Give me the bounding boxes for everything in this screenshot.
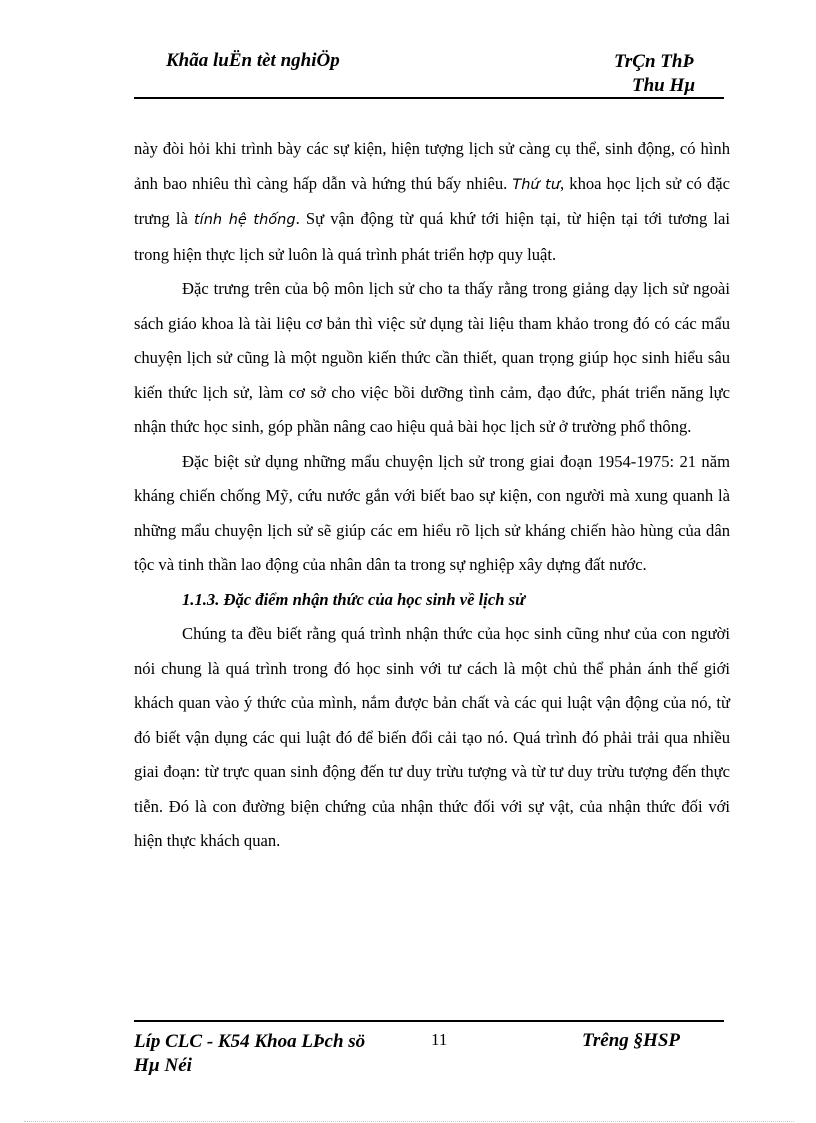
paragraph-1-part-e: . Sự vận động từ quá khứ tới hiện tại, từ hiện tại tới tương lai trong hiện thực lịch sử luôn là quá trình phát triển hợp quy luật. <box>134 209 730 264</box>
paragraph-1-part-a: này đòi hỏi khi trình bày các sự kiện, hiện tượng lịch sử càng cụ thể, sinh động, có hình ảnh bao nhiêu thì càng hấp dẫn và hứng thú bấy nhiêu. <box>134 139 730 193</box>
footer-class-info <box>134 1030 424 1078</box>
emphasis-thu-tu: Thứ tư <box>512 176 561 193</box>
footer-class-line1: Líp CLC - K54 Khoa LÞch sö <box>134 1031 366 1052</box>
paragraph-1-part-c: , khoa học lịch sử có đặc trưng là <box>134 173 730 228</box>
paragraph-2: Đặc trưng trên của bộ môn lịch sử cho ta thấy rằng trong giảng dạy lịch sử ngoài sách giáo khoa là tài liệu cơ bản thì việc sử dụng tài liệu tham khảo trong đó có các mẩu chuyện lịch sử cũng là một nguồn kiến thức cần thiết, quan trọng giúp học sinh hiểu sâu kiến thức lịch sử, làm cơ sở cho việc bồi dưỡng tình cảm, đạo đức, phát triển năng lực nhận thức học sinh, góp phần nâng cao hiệu quả bài học lịch sử ở trường phổ thông. <box>134 279 730 436</box>
header-author <box>614 50 724 98</box>
paragraph-4: Chúng ta đều biết rằng quá trình nhận thức của học sinh cũng như của con người nói chung là quá trình trong đó học sinh với tư cách là một chủ thể phản ánh thế giới khách quan vào ý thức của mình, nắm được bản chất và các qui luật vận động của nó, từ đó biết vận dụng các qui luật đó để biến đổi cải tạo nó. Quá trình đó phải trải qua nhiều giai đoạn: từ trực quan sinh động đến tư duy trừu tượng và từ tư duy trừu tượng đến thực tiễn. Đó là con đường biện chứng của nhận thức đối với sự vật, của nhận thức đối với hiện thực khách quan. <box>134 624 730 850</box>
page-edge-divider <box>24 1121 794 1122</box>
header-author-line1: TrÇn ThÞ <box>614 51 695 72</box>
paragraph-1 <box>134 132 730 272</box>
header-author-line2: Thu Hµ <box>632 75 696 96</box>
footer-rule <box>134 1020 724 1022</box>
page-number: 11 <box>431 1030 448 1049</box>
header-title: Khãa luËn tèt nghiÖp <box>166 50 340 71</box>
header-rule <box>134 97 724 99</box>
emphasis-tinh-he-thong: tính hệ thống <box>194 212 296 228</box>
footer-school: Trêng §HSP <box>582 1030 680 1051</box>
document-body <box>134 132 730 859</box>
section-heading: 1.1.3. Đặc điểm nhận thức của học sinh về lịch sử <box>182 589 526 609</box>
footer-class-line2: Hµ Néi <box>134 1055 192 1076</box>
paragraph-3: Đặc biệt sử dụng những mẩu chuyện lịch sử trong giai đoạn 1954-1975: 21 năm kháng chiến chống Mỹ, cứu nước gắn với biết bao sự kiện, con người mà xung quanh là những mẩu chuyện lịch sử sẽ giúp các em hiểu rõ lịch sử kháng chiến hào hùng của dân tộc và tinh thần lao động của nhân dân ta trong sự nghiệp xây dựng đất nước. <box>134 451 730 574</box>
